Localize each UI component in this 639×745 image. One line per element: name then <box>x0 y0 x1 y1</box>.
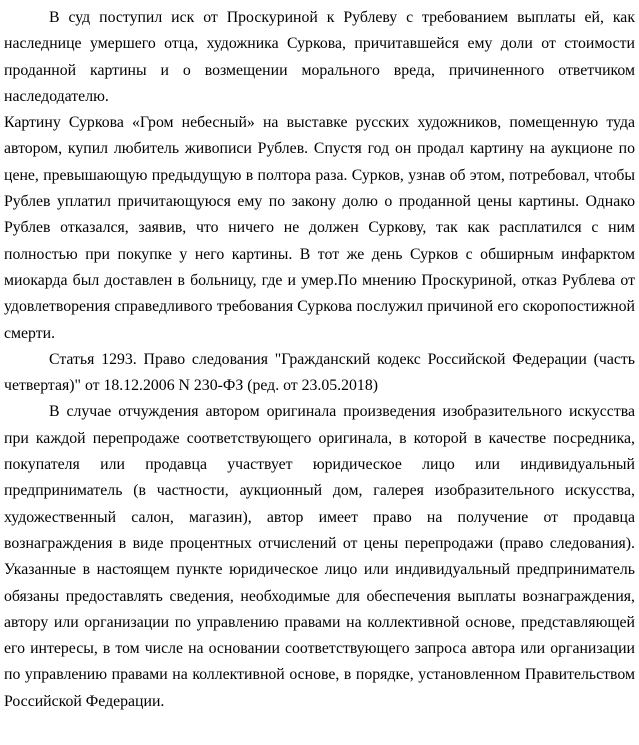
paragraph-article-title: Статья 1293. Право следования "Гражданский кодекс Российской Федерации (часть четвертая)" от 18.12.2006 N 230-ФЗ (ред. от 23.05.2018) <box>4 350 635 395</box>
paragraph-article-text: В случае отчуждения автором оригинала произведения изобразительного искусства при каждой перепродаже соответствующего оригинала, в которой в качестве посредника, покупателя или продавца участвует юридическое лицо или индивидуальный предприниматель (в частности, аукционный дом, галерея изобразительного искусства, художественный салон, магазин), автор имеет право на получение от продавца вознаграждения в виде процентных отчислений от цены перепродажи (право следования). Указанные в настоящем пункте юридическое лицо или индивидуальный предприниматель обязаны предоставлять сведения, необходимые для обеспечения выплаты вознаграждения, автору или организации по управлению правами на коллективной основе, представляющей его интересы, в том числе на основании соответствующего запроса автора или организации по управлению правами на коллективной основе, в порядке, установленном Правительством Российской Федерации. <box>4 403 635 710</box>
paragraph-case-intro: В суд поступил иск от Проскуриной к Рублеву с требованием выплаты ей, как наследнице умершего отца, художника Суркова, причитавшейся ему доли от стоимости проданной картины и о возмещении морального вреда, причиненного ответчиком наследодателю. <box>4 9 635 105</box>
paragraph-case-details: Картину Суркова «Гром небесный» на выставке русских художников, помещенную туда автором, купил любитель живописи Рублев. Спустя год он продал картину на аукционе по цене, превышающую предыдущую в полтора раза. Сурков, узнав об этом, потребовал, чтобы Рублев уплатил причитающуюся ему по закону долю о проданной цены картины. Однако Рублев отказался, заявив, что ничего не должен Суркову, так как расплатился с ним полностью при покупке у него картины. В тот же день Сурков с обширным инфарктом миокарда был доставлен в больницу, где и умер.По мнению Проскуриной, отказ Рублева от удовлетворения справедливого требования Суркова послужил причиной его скоропостижной смерти. <box>4 114 635 342</box>
